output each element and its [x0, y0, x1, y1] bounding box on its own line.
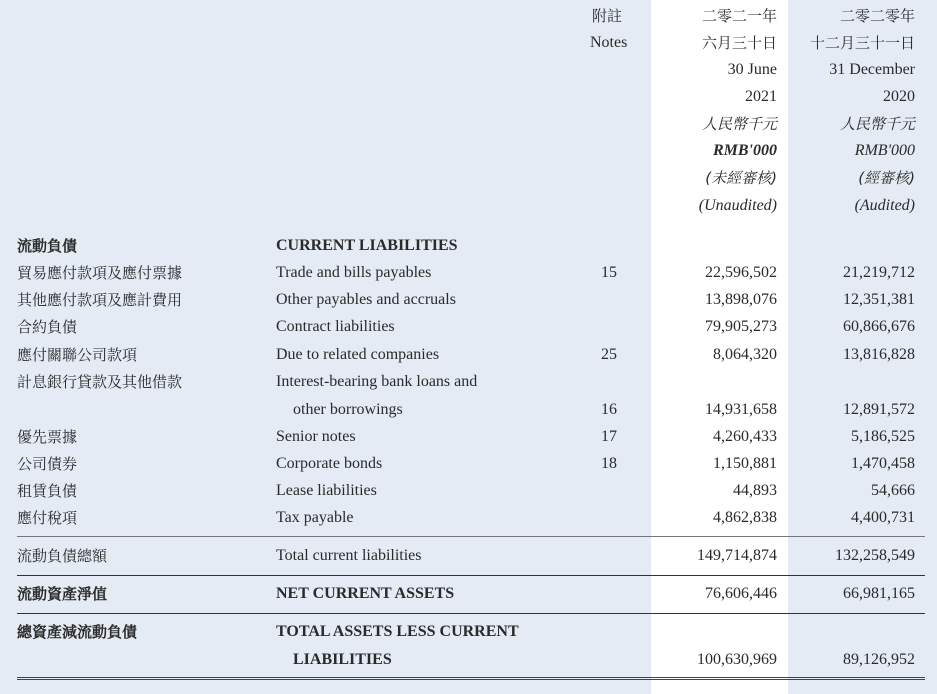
- row-note: 16: [601, 401, 617, 418]
- col2021-audit-zh: (未經審核): [705, 169, 777, 187]
- total-label-zh: 流動資產淨值: [17, 585, 108, 603]
- row-value-2020: 12,351,381: [843, 291, 915, 308]
- row-value-2020: 54,666: [871, 482, 915, 499]
- total-value-2020: 132,258,549: [835, 547, 915, 564]
- row-label-en-continued: other borrowings: [293, 401, 403, 418]
- col2021-year-zh: 二零二一年: [701, 7, 777, 25]
- row-value-2021: 79,905,273: [705, 318, 777, 335]
- row-label-zh: 租賃負債: [17, 482, 78, 500]
- row-note: 17: [601, 428, 617, 445]
- col2021-date-zh: 六月三十日: [701, 34, 777, 52]
- total-label-en: NET CURRENT ASSETS: [276, 585, 455, 602]
- row-value-2020: 4,400,731: [851, 509, 915, 526]
- row-value-2020: 60,866,676: [843, 318, 915, 335]
- row-label-en: Lease liabilities: [276, 482, 377, 499]
- total-label-en: Total current liabilities: [276, 547, 422, 564]
- divider: [17, 575, 925, 576]
- col2021-year-en: 2021: [745, 88, 777, 105]
- total-value-2021: 100,630,969: [697, 651, 777, 668]
- col2020-unit-en: RMB'000: [854, 142, 915, 159]
- col2020-year-en: 2020: [883, 88, 915, 105]
- row-value-2021: 13,898,076: [705, 291, 777, 308]
- row-label-en: Interest-bearing bank loans and: [276, 373, 478, 390]
- row-label-zh: 應付關聯公司款項: [17, 346, 138, 364]
- col2021-audit-en: (Unaudited): [698, 197, 777, 214]
- divider: [17, 613, 925, 614]
- col2020-date-zh: 十二月三十一日: [809, 34, 915, 52]
- row-value-2021: 4,862,838: [713, 509, 777, 526]
- total-label-en-continued: LIABILITIES: [293, 651, 392, 668]
- col2020-date-en: 31 December: [829, 61, 915, 78]
- col2021-date-en: 30 June: [727, 61, 777, 78]
- row-label-zh: 計息銀行貸款及其他借款: [17, 373, 183, 391]
- row-label-zh: 公司債券: [17, 455, 78, 473]
- col2020-audit-zh: (經審核): [858, 169, 915, 187]
- row-value-2021: 1,150,881: [713, 455, 777, 472]
- section-heading-zh: 流動負債: [17, 237, 78, 255]
- row-label-en: Trade and bills payables: [276, 264, 432, 281]
- row-label-zh: 貿易應付款項及應付票據: [17, 264, 183, 282]
- row-label-en: Due to related companies: [276, 346, 440, 363]
- col2020-unit-zh: 人民幣千元: [839, 115, 915, 133]
- row-value-2021: 8,064,320: [713, 346, 777, 363]
- col2020-audit-en: (Audited): [854, 197, 915, 214]
- total-label-zh: 總資產減流動負債: [17, 623, 138, 641]
- double-underline: [17, 677, 925, 680]
- row-note: 25: [601, 346, 617, 363]
- total-value-2020: 89,126,952: [843, 651, 915, 668]
- row-value-2020: 1,470,458: [851, 455, 915, 472]
- total-label-en: TOTAL ASSETS LESS CURRENT: [276, 623, 519, 640]
- total-value-2021: 76,606,446: [705, 585, 777, 602]
- total-label-zh: 流動負債總額: [17, 547, 108, 565]
- row-value-2021: 22,596,502: [705, 264, 777, 281]
- row-label-zh: 優先票據: [17, 428, 78, 446]
- row-note: 15: [601, 264, 617, 281]
- row-value-2021: 4,260,433: [713, 428, 777, 445]
- row-label-zh: 其他應付款項及應計費用: [17, 291, 183, 309]
- notes-header-zh: 附註: [592, 7, 623, 25]
- row-value-2020: 12,891,572: [843, 401, 915, 418]
- row-label-en: Other payables and accruals: [276, 291, 456, 308]
- col2020-year-zh: 二零二零年: [839, 7, 915, 25]
- total-value-2020: 66,981,165: [843, 585, 915, 602]
- row-value-2021: 44,893: [733, 482, 777, 499]
- row-label-en: Senior notes: [276, 428, 356, 445]
- notes-header-en: Notes: [590, 34, 628, 51]
- row-note: 18: [601, 455, 617, 472]
- row-value-2020: 13,816,828: [843, 346, 915, 363]
- row-label-en: Contract liabilities: [276, 318, 395, 335]
- row-label-en: Corporate bonds: [276, 455, 383, 472]
- total-value-2021: 149,714,874: [697, 547, 777, 564]
- row-label-en: Tax payable: [276, 509, 354, 526]
- row-label-zh: 應付稅項: [17, 509, 78, 527]
- divider: [17, 536, 925, 537]
- section-heading-en: CURRENT LIABILITIES: [276, 237, 458, 254]
- col2021-unit-zh: 人民幣千元: [701, 115, 777, 133]
- row-value-2020: 21,219,712: [843, 264, 915, 281]
- row-label-zh: 合約負債: [17, 318, 78, 336]
- col2021-unit-en: RMB'000: [712, 142, 777, 159]
- row-value-2021: 14,931,658: [705, 401, 777, 418]
- row-value-2020: 5,186,525: [851, 428, 915, 445]
